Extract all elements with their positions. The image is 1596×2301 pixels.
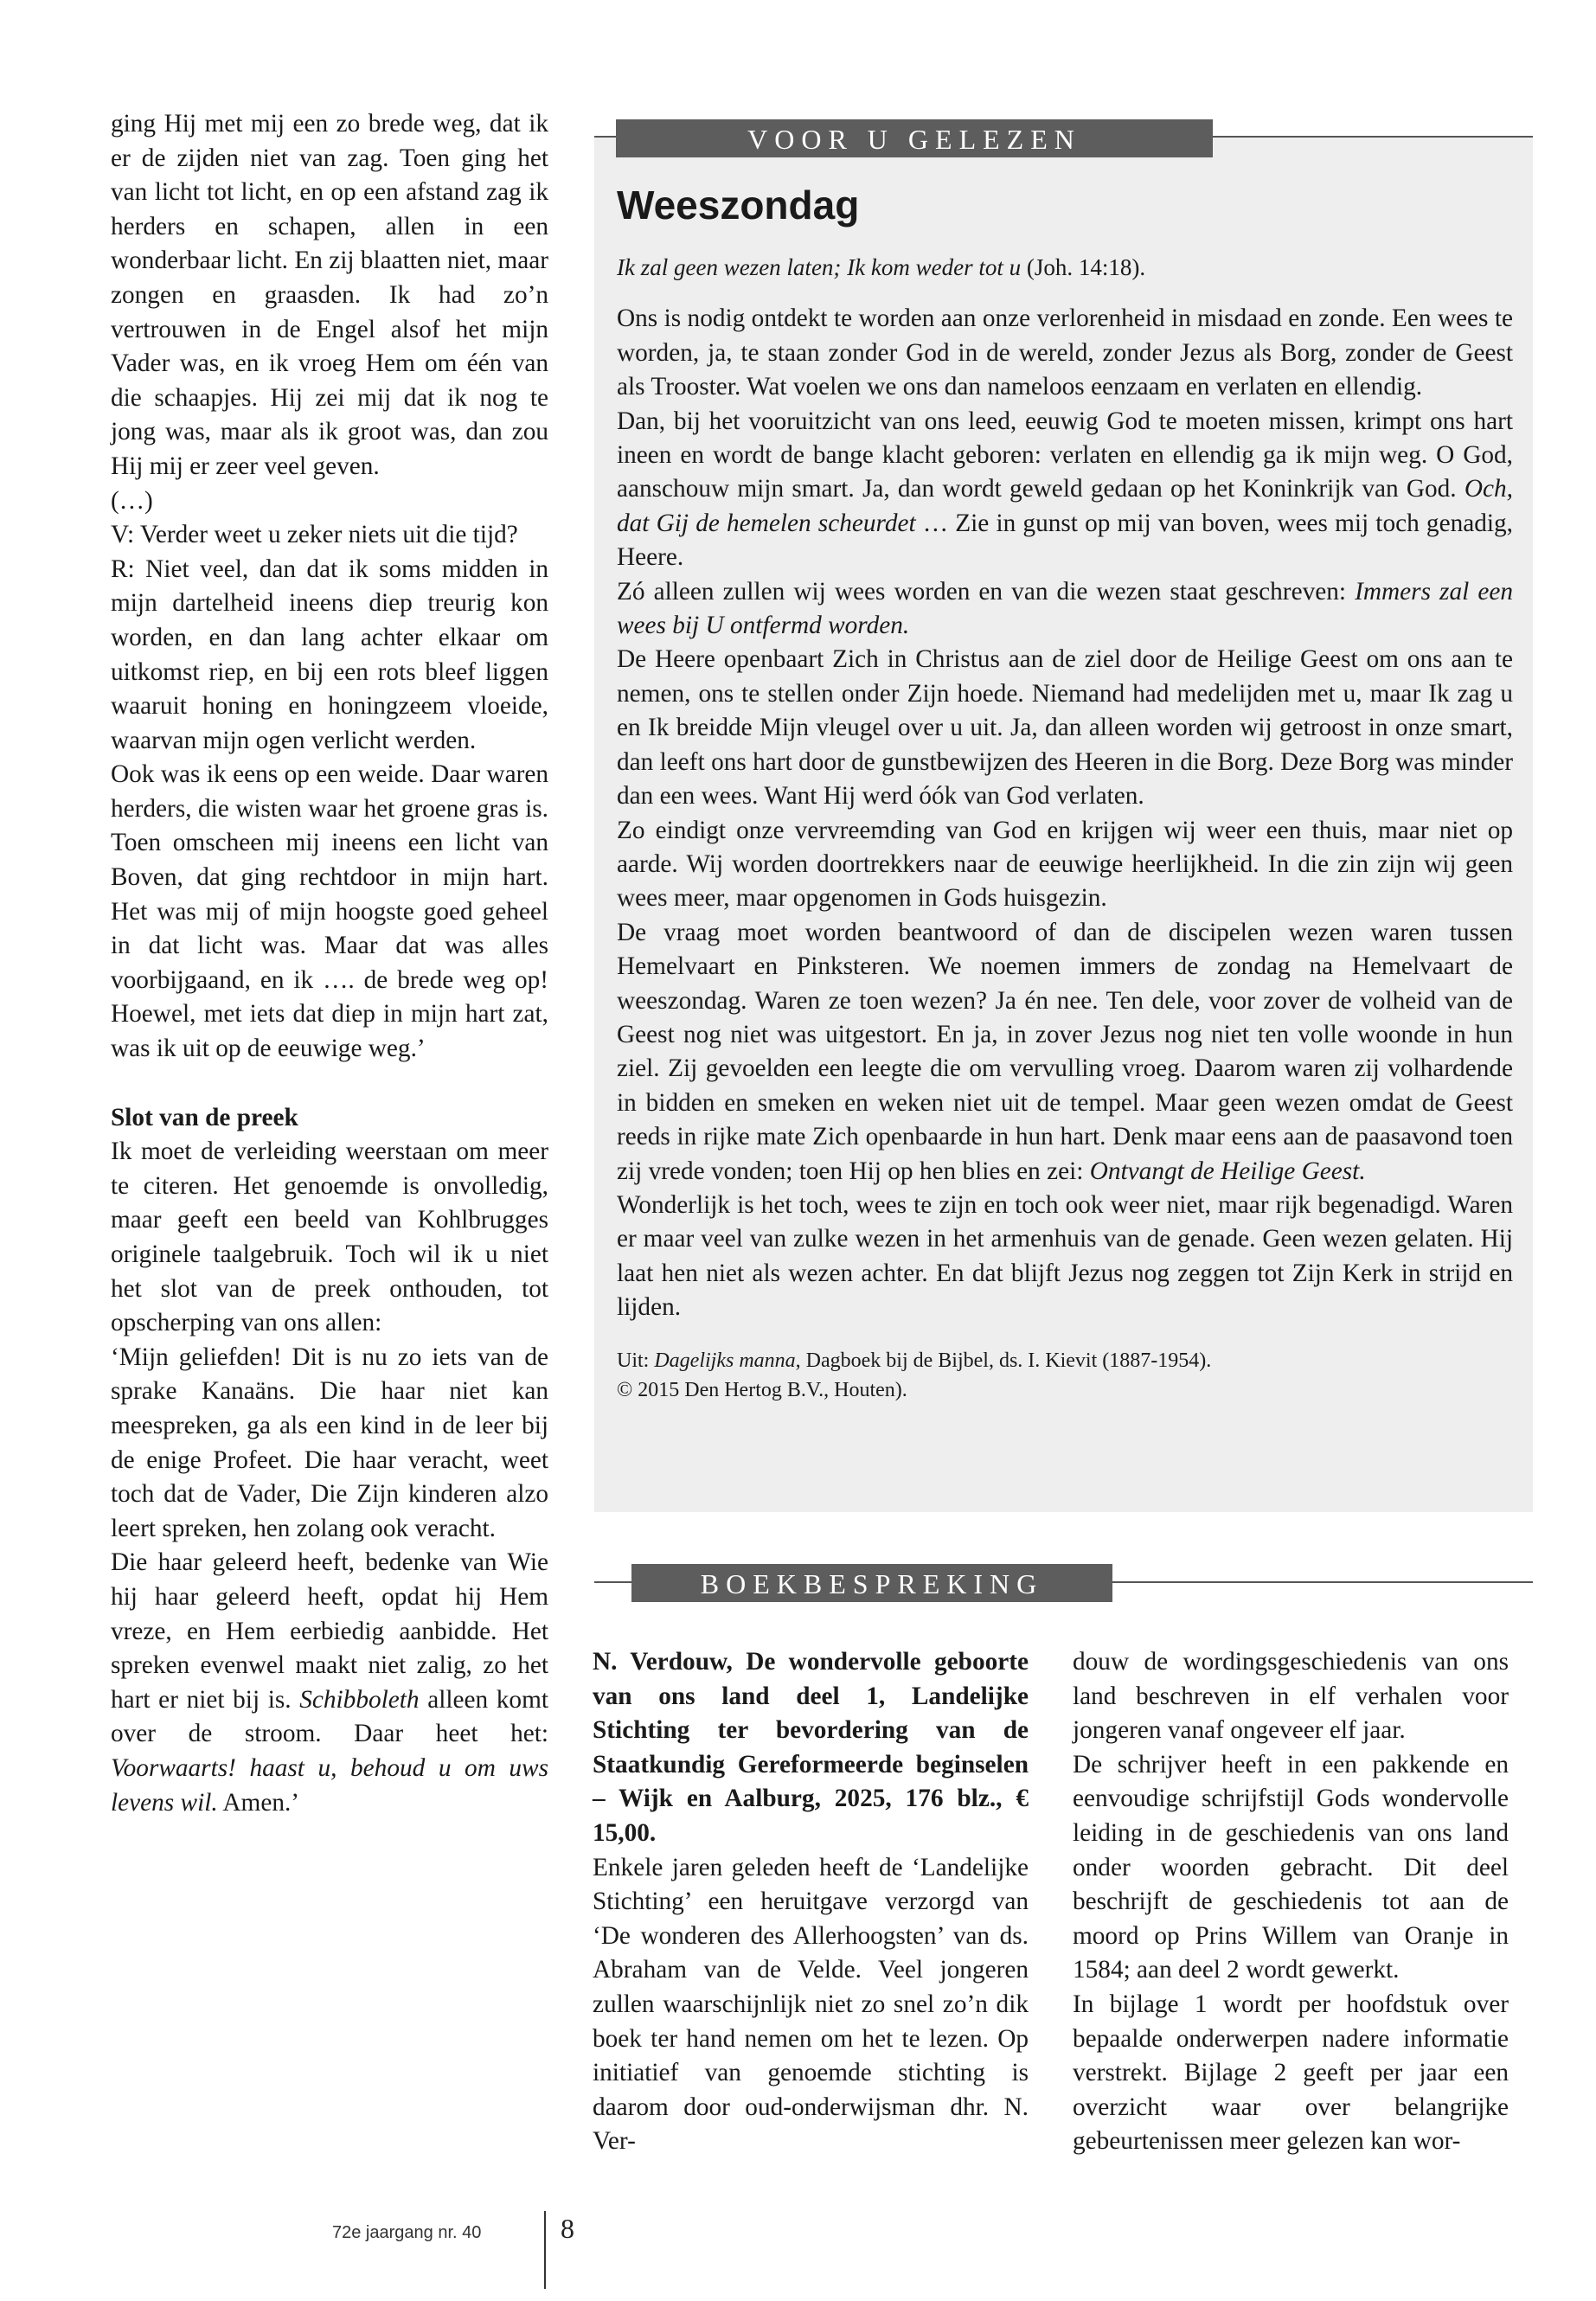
voor-u-gelezen-content: [617, 182, 1513, 1405]
left-column: [111, 107, 548, 1820]
footer-divider: [544, 2211, 546, 2289]
article-paragraph: Zó alleen zullen wij wees worden en van die wezen staat geschreven: Immers zal een wees bij U ontfermd worden.: [617, 577, 1513, 640]
left-paragraph: ging Hij met mij een zo brede weg, dat ik er de zijden niet van zag. Toen ging het van licht tot licht, en op een afstand zag ik herders en schapen, allen in een wonderbaar licht. En zij blaatten niet, maar zongen en graasden. Ik had zo’n vertrouwen in de Engel alsof het mijn Vader was, en ik vroeg Hem om één van die schaapjes. Hij zei mij dat ik nog te jong was, maar als ik groot was, dan zou Hij mij er zeer veel geven.: [111, 110, 548, 480]
article-source: Uit: Dagelijks manna, Dagboek bij de Bijbel, ds. I. Kievit (1887-1954). © 2015 Den Hertog B.V., Houten).: [617, 1349, 1212, 1401]
left-paragraph: Die haar geleerd heeft, bedenke van Wie hij haar geleerd heeft, opdat hij Hem vreze, en Hem eerbiedig aanbidde. Het spreken evenwel maakt niet zalig, zo het hart er niet bij is. Schibboleth alleen komt over de stroom. Daar heet het: Voorwaarts! haast u, behoud u om uws levens wil. Amen.’: [111, 1548, 549, 1817]
left-paragraph: R: Niet veel, dan dat ik soms midden in mijn dartelheid ineens diep treurig kon worden, en dan lang achter elkaar om uitkomst riep, en bij een rots bleef liggen waaruit honing en honingzeem vloeide, waarvan mijn ogen verlicht werden.: [111, 554, 548, 754]
review-book-title: N. Verdouw, De wondervolle geboorte van ons land deel 1, Landelijke Stichting ter bevordering van de Staatkundig Gereformeerde beginselen – Wijk en Aalburg, 2025, 176 blz., € 15,00.: [593, 1648, 1029, 1847]
left-paragraph: Ook was ik eens op een weide. Daar waren herders, die wisten waar het groene gras is. Toen omscheen mij ineens een licht van Boven, dat ging rechtdoor in mijn hart. Het was mij of mijn hoogste goed geheel in dat licht was. Maar dat was alles voorbijgaand, en ik …. de brede weg op! Hoewel, met iets dat diep in mijn hart zat, was ik uit op de eeuwige weg.’: [111, 760, 548, 1063]
article-paragraph: Wonderlijk is het toch, wees te zijn en toch ook weer niet, maar rijk begenadigd. Waren er maar veel van zulke wezen in het armenhuis van de genade. Geen wezen gelaten. Hij laat hen niet als wezen achter. En dat blijft Jezus nog zeggen tot Zijn Kerk in strijd en lijden.: [617, 1190, 1513, 1322]
article-paragraph: Dan, bij het vooruitzicht van ons leed, eeuwig God te moeten missen, krimpt ons hart ineen en wordt de bange klacht geboren: verlaten en ellendig ga ik mijn weg. O God, aanschouw mijn smart. Ja, dan wordt geweld gedaan op het Koninkrijk van God. Och, dat Gij de hemelen scheurdet … Zie in gunst op mij van boven, wees mij toch genadig, Heere.: [617, 407, 1513, 572]
page-number: 8: [561, 2213, 574, 2244]
article-quote: Ik zal geen wezen laten; Ik kom weder tot u (Joh. 14:18).: [617, 254, 1146, 280]
review-paragraph: douw de wordingsgeschiedenis van ons land beschreven in elf verhalen voor jongeren vanaf ongeveer elf jaar.: [1073, 1648, 1509, 1745]
review-paragraph: In bijlage 1 wordt per hoofdstuk over bepaalde onderwerpen nadere informatie verstrekt. Bijlage 2 geeft per jaar een overzicht waar over belangrijke gebeurtenissen meer gelezen kan wor-: [1073, 1990, 1509, 2156]
left-paragraph: V: Verder weet u zeker niets uit die tijd?: [111, 521, 518, 549]
review-paragraph: Enkele jaren geleden heeft de ‘Landelijke Stichting’ een heruitgave verzorgd van ‘De wonderen des Allerhoogsten’ van ds. Abraham van de Velde. Veel jongeren zullen waarschijnlijk niet zo snel zo’n dik boek ter hand nemen om het te lezen. Op initiatief van genoemde stichting is daarom door oud-onderwijsman dhr. N. Ver-: [593, 1853, 1029, 2156]
footer-issue: 72e jaargang nr. 40: [332, 2223, 482, 2242]
section-banner-voor-u-gelezen: VOOR U GELEZEN: [616, 119, 1213, 157]
italic-text: Voorwaarts! haast u, behoud u om uws levens wil.: [111, 1753, 548, 1817]
article-paragraph: De vraag moet worden beantwoord of dan de discipelen wezen waren tussen Hemelvaart en Pinksteren. We noemen immers de zondag na Hemelvaart de weeszondag. Waren ze toen wezen? Ja én nee. Ten dele, voor zover de volheid van de Geest nog niet was uitgestort. En ja, in zover Jezus nog niet ten volle woonde in hun ziel. Zij gevoelden een leegte die om vervulling vroeg. Daarom waren zij volhardende in bidden en smeken en weken niet uit de tempel. Maar geen wezen omdat de Geest reeds in rijke mate Zich openbaarde in hun hart. Denk maar eens aan de paasavond toen zij vrede vonden; toen Hij op hen blies en zei: Ontvangt de Heilige Geest.: [617, 918, 1513, 1185]
article-paragraph: Zo eindigt onze vervreemding van God en krijgen wij weer een thuis, maar niet op aarde. Wij worden doortrekkers naar de eeuwige heerlijkheid. In die zin zijn wij geen wees meer, maar opgenomen in Gods huisgezin.: [617, 816, 1513, 913]
left-paragraph: (…): [111, 486, 153, 515]
article-paragraph: Ons is nodig ontdekt te worden aan onze verlorenheid in misdaad en zonde. Een wees te worden, ja, te staan zonder God in de wereld, zonder Jezus als Borg, zonder de Geest als Trooster. Wat voelen we ons dan nameloos eenzaam en verlaten en ellendig.: [617, 304, 1513, 401]
review-column-2: [1073, 1645, 1509, 2159]
left-paragraph: Ik moet de verleiding weerstaan om meer te citeren. Het genoemde is onvolledig, maar geeft een beeld van Kohlbrugges originele taalgebruik. Toch wil ik u niet het slot van de preek onthouden, tot opscherping van ons allen:: [111, 1138, 548, 1337]
review-paragraph: De schrijver heeft in een pakkende en eenvoudige schrijfstijl Gods wondervolle leiding in de geschiedenis van ons land onder woorden gebracht. Dit deel beschrijft de geschiedenis tot aan de moord op Prins Willem van Oranje in 1584; aan deel 2 wordt gewerkt.: [1073, 1750, 1509, 1984]
review-column-1: [593, 1645, 1029, 2159]
subheading-slot-van-de-preek: Slot van de preek: [111, 1103, 298, 1131]
section-banner-boekbespreking: BOEKBESPREKING: [631, 1564, 1112, 1602]
article-title: Weeszondag: [617, 183, 860, 228]
italic-text: Schibboleth: [299, 1685, 420, 1714]
left-paragraph: ‘Mijn geliefden! Dit is nu zo iets van de sprake Kanaäns. Die haar niet kan meespreken, ga als een kind in de leer bij de enige Profeet. Die haar veracht, weet toch dat de Vader, Die Zijn kinderen alzo leert spreken, hen zolang ook veracht.: [111, 1343, 548, 1542]
article-paragraph: De Heere openbaart Zich in Christus aan de ziel door de Heilige Geest om ons aan te nemen, ons te stellen onder Zijn hoede. Niemand had medelijden met u, maar Ik zag u en Ik breidde Mijn vleugel over u uit. Ja, dan alleen worden wij getroost in onze smart, dan leeft ons hart door de gunstbewijzen des Heeren in die Borg. Deze Borg was minder dan een wees. Want Hij werd óók van God verlaten.: [617, 645, 1513, 811]
